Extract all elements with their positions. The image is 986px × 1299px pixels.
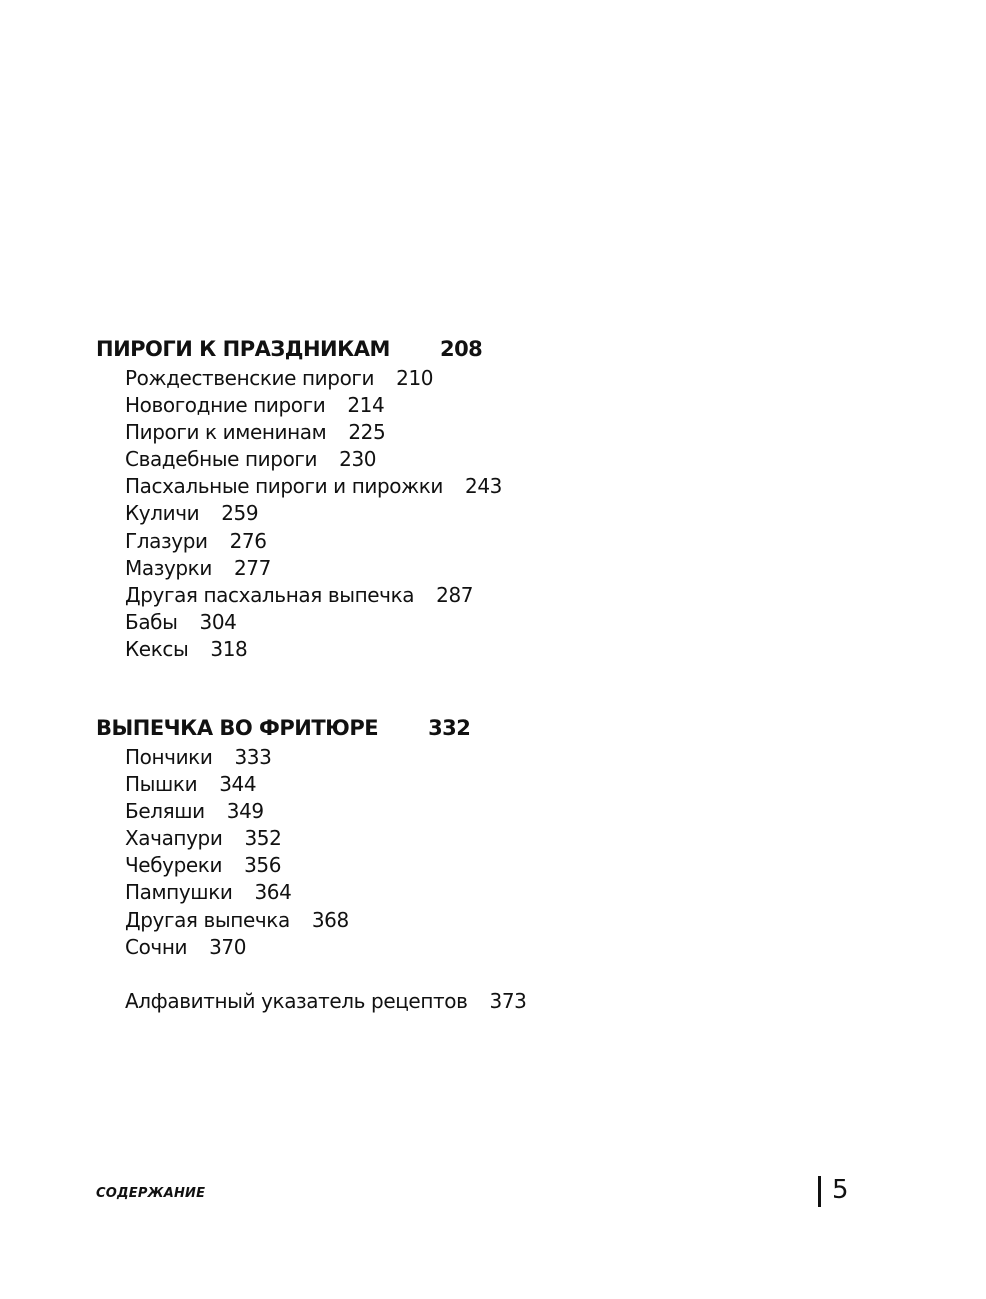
toc-entry[interactable] <box>125 555 502 582</box>
toc-entry[interactable] <box>125 582 502 609</box>
entry-title: Куличи <box>125 501 200 526</box>
toc-section-holiday-pies <box>96 337 502 663</box>
toc-entry[interactable] <box>125 879 470 906</box>
entry-title: Пироги к именинам <box>125 420 327 445</box>
entry-title: Беляши <box>125 799 205 824</box>
entry-page-number: 318 <box>210 636 248 661</box>
section-heading[interactable] <box>96 337 502 365</box>
section-page-number: 332 <box>428 716 471 740</box>
entry-title: Новогодние пироги <box>125 393 326 418</box>
entry-page-number: 259 <box>221 501 259 526</box>
toc-entry[interactable] <box>125 419 502 446</box>
entry-title: Свадебные пироги <box>125 447 318 472</box>
entry-page-number: 243 <box>465 474 502 499</box>
entry-title: Хачапури <box>125 826 223 851</box>
entry-page-number: 352 <box>244 826 282 851</box>
entry-title: Пасхальные пироги и пирожки <box>125 474 444 499</box>
toc-section-deep-fried-pastry <box>96 716 470 961</box>
entry-title: Пампушки <box>125 880 233 905</box>
toc-entry[interactable] <box>125 771 470 798</box>
entry-title: Чебуреки <box>125 853 223 878</box>
entry-page-number: 230 <box>339 447 377 472</box>
entry-page-number: 368 <box>311 907 349 932</box>
toc-entry[interactable] <box>125 500 502 527</box>
toc-entry[interactable] <box>125 528 502 555</box>
entry-page-number: 344 <box>219 772 257 797</box>
toc-entry[interactable] <box>125 473 502 500</box>
entry-title: Другая пасхальная выпечка <box>125 582 415 607</box>
entry-title: Алфавитный указатель рецептов <box>125 989 468 1013</box>
entry-page-number: 333 <box>234 745 272 769</box>
toc-entry[interactable] <box>125 636 502 663</box>
entry-page-number: 364 <box>254 880 292 905</box>
section-page-number: 208 <box>439 337 483 361</box>
entry-page-number: 287 <box>436 582 474 607</box>
toc-entry[interactable] <box>125 798 470 825</box>
section-heading[interactable] <box>96 716 470 744</box>
entry-page-number: 214 <box>347 393 385 418</box>
entry-page-number: 276 <box>229 528 267 553</box>
entry-page-number: 349 <box>226 799 264 824</box>
entry-title: Глазури <box>125 528 208 553</box>
entry-title: Мазурки <box>125 555 212 580</box>
entry-page-number: 210 <box>396 366 434 390</box>
entry-page-number: 277 <box>233 555 271 580</box>
toc-entry[interactable] <box>125 825 470 852</box>
toc-entry[interactable] <box>125 744 470 771</box>
page-number: 5 <box>832 1175 849 1205</box>
footer-divider <box>818 1176 821 1207</box>
entry-page-number: 370 <box>209 934 247 959</box>
toc-entry[interactable] <box>125 907 470 934</box>
running-footer-label: СОДЕРЖАНИЕ <box>96 1186 206 1201</box>
toc-entry-list <box>96 365 502 663</box>
entry-page-number: 225 <box>348 420 386 445</box>
section-title: ВЫПЕЧКА ВО ФРИТЮРЕ <box>96 716 379 740</box>
toc-entry[interactable] <box>125 365 502 392</box>
entry-title: Бабы <box>125 609 178 634</box>
toc-entry-recipe-index[interactable] <box>125 987 526 1015</box>
toc-entry[interactable] <box>125 852 470 879</box>
toc-entry[interactable] <box>125 609 502 636</box>
toc-entry[interactable] <box>125 446 502 473</box>
entry-title: Пончики <box>125 745 213 769</box>
entry-title: Рождественские пироги <box>125 366 375 390</box>
entry-page-number: 356 <box>244 853 282 878</box>
toc-entry-list <box>96 744 470 961</box>
entry-title: Кексы <box>125 636 189 661</box>
entry-title: Пышки <box>125 772 198 797</box>
toc-entry[interactable] <box>125 934 470 961</box>
entry-title: Сочни <box>125 934 188 959</box>
section-title: ПИРОГИ К ПРАЗДНИКАМ <box>96 337 390 361</box>
entry-page-number: 304 <box>199 609 237 634</box>
toc-entry[interactable] <box>125 392 502 419</box>
entry-page-number: 373 <box>489 989 527 1013</box>
entry-title: Другая выпечка <box>125 907 290 932</box>
